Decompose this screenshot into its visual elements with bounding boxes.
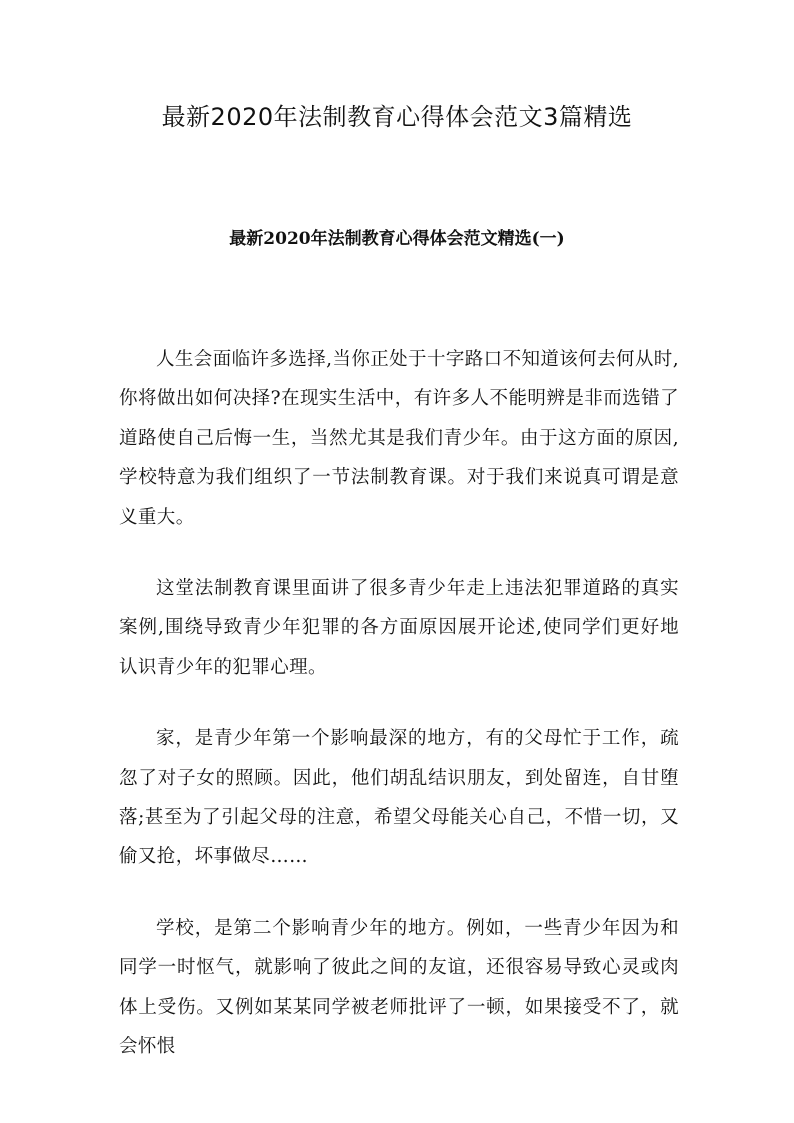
paragraph: 这堂法制教育课里面讲了很多青少年走上违法犯罪道路的真实案例,围绕导致青少年犯罪的各方面原因展开论述,使同学们更好地认识青少年的犯罪心理。 bbox=[119, 578, 679, 678]
paragraph: 学校，是第二个影响青少年的地方。例如，一些青少年因为和同学一时怄气，就影响了彼此之间的友谊，还很容易导致心灵或肉体上受伤。又例如某某同学被老师批评了一顿，如果接受不了，就会怀恨 bbox=[119, 917, 679, 1058]
document-body bbox=[119, 340, 679, 1099]
paragraph: 家，是青少年第一个影响最深的地方，有的父母忙于工作，疏忽了对子女的照顾。因此，他们胡乱结识朋友，到处留连，自甘堕落;甚至为了引起父母的注意，希望父母能关心自己，不惜一切，又偷又抢，坏事做尽…… bbox=[119, 728, 679, 868]
section-title: 最新2020年法制教育心得体会范文精选(一) bbox=[229, 229, 565, 249]
paragraph: 人生会面临许多选择,当你正处于十字路口不知道该何去何从时,你将做出如何决择?在现实生活中，有许多人不能明辨是非而选错了道路使自己后悔一生，当然尤其是我们青少年。由于这方面的原因,学校特意为我们组织了一节法制教育课。对于我们来说真可谓是意义重大。 bbox=[119, 349, 679, 528]
document-title: 最新2020年法制教育心得体会范文3篇精选 bbox=[161, 103, 633, 131]
